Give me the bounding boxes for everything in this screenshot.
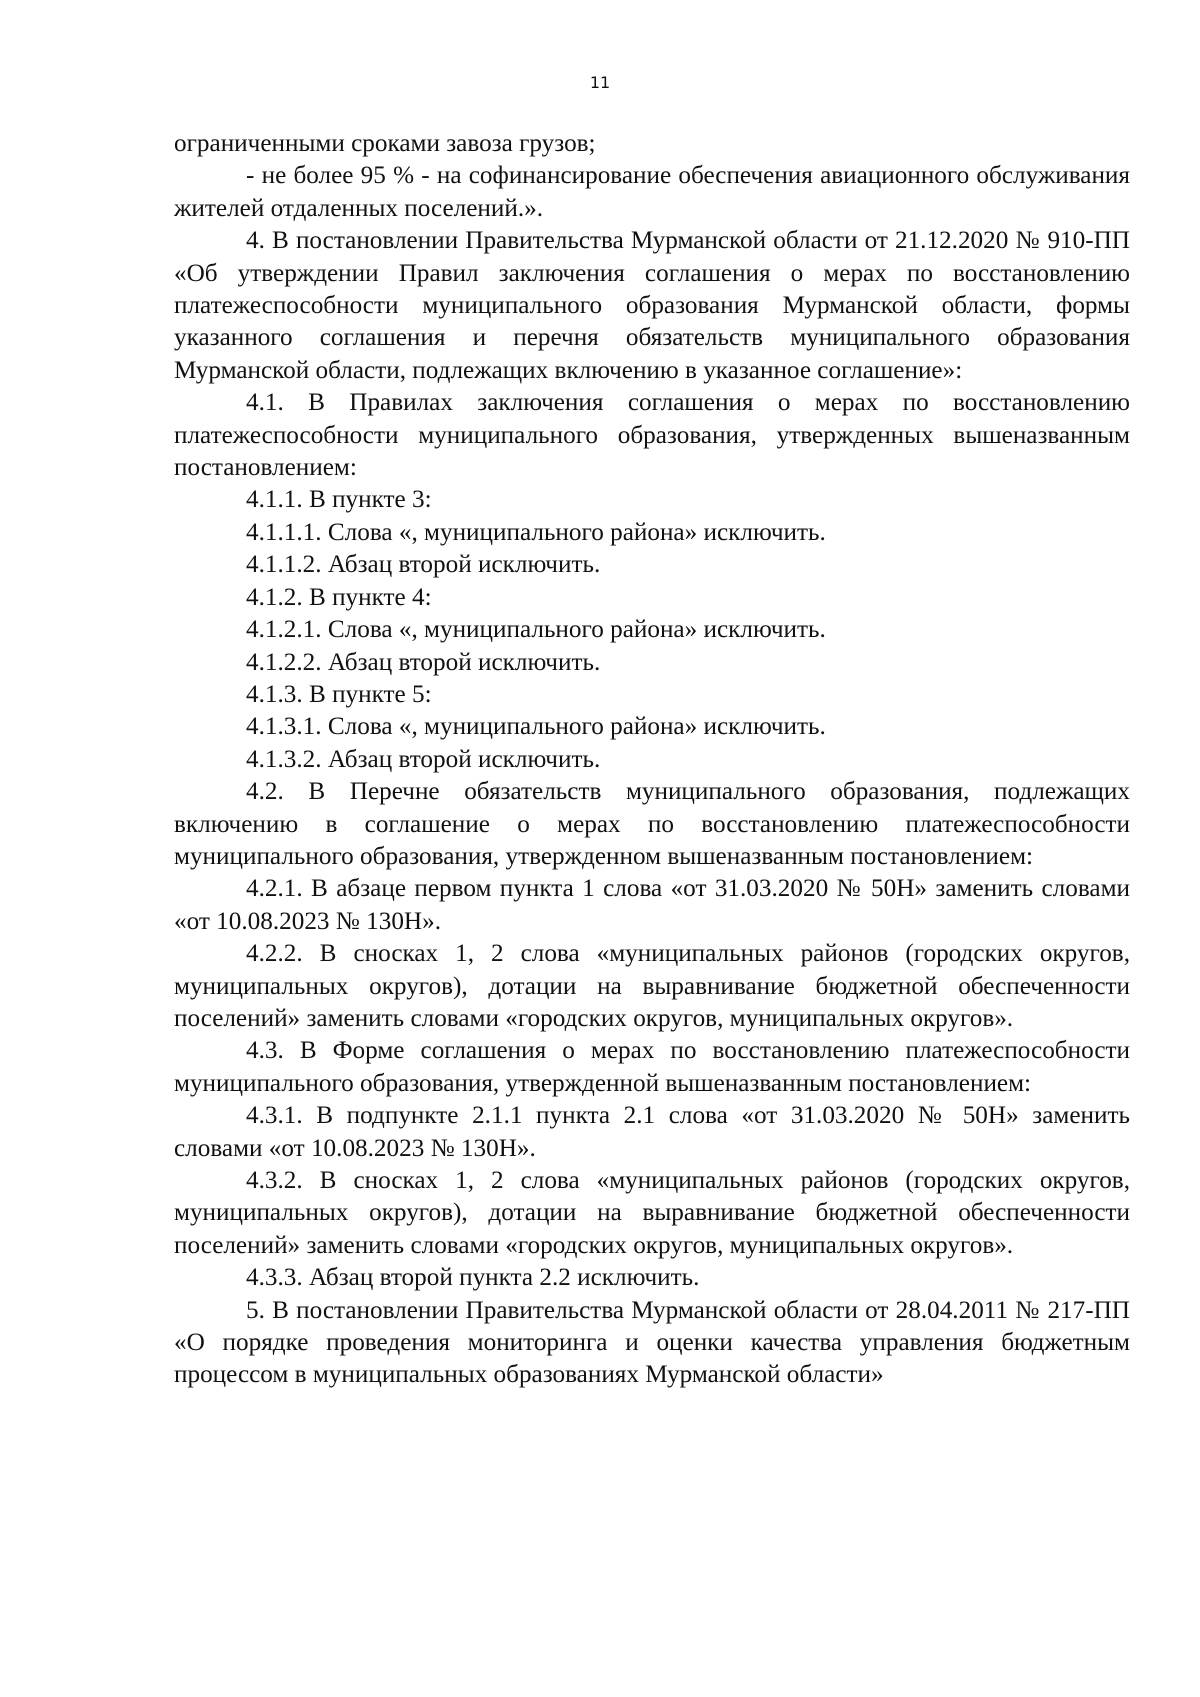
paragraph: ограниченными сроками завоза грузов; [174,130,596,157]
paragraph: 4.2.1. В абзаце первом пункта 1 слова «от 31.03.2020 № 50Н» заменить словами «от 10.08.2023 № 130Н». [174,875,1130,935]
paragraph: 4.1.2.2. Абзац второй исключить. [246,648,601,676]
paragraph: 4.1.3. В пункте 5: [246,680,432,708]
paragraph: 4.1.3.1. Слова «, муниципального района» исключить. [246,713,826,741]
paragraph: 4.3. В Форме соглашения о мерах по восстановлению платежеспособности муниципального образования, утвержденной вышеназванным постановлением: [174,1037,1130,1097]
paragraph: 4.1.2. В пункте 4: [246,583,432,611]
paragraph: 4.1.1.1. Слова «, муниципального района» исключить. [246,518,826,546]
paragraph: 4.2. В Перечне обязательств муниципального образования, подлежащих включению в соглашение о мерах по восстановлению платежеспособности муниципального образования, утвержденном вышеназванным постановлением: [174,778,1130,870]
paragraph: 5. В постановлении Правительства Мурманской области от 28.04.2011 № 217-ПП «О порядке проведения мониторинга и оценки качества управления бюджетным процессом в муниципальных образованиях Мурманской области» [174,1296,1130,1389]
paragraph: 4. В постановлении Правительства Мурманской области от 21.12.2020 № 910-ПП «Об утверждении Правил заключения соглашения о мерах по восстановлению платежеспособности муниципального образования Мурманской области, формы указанного соглашения и перечня обязательств муниципального образования Мурманской области, подлежащих включению в указанное соглашение»: [174,227,1130,384]
paragraph: 4.3.3. Абзац второй пункта 2.2 исключить. [246,1264,700,1292]
paragraph: 4.3.1. В подпункте 2.1.1 пункта 2.1 слова «от 31.03.2020 № 50Н» заменить словами «от 10.08.2023 № 130Н». [174,1102,1130,1162]
paragraph: 4.2.2. В сносках 1, 2 слова «муниципальных районов (городских округов, муниципальных округов), дотации на выравнивание бюджетной обеспеченности поселений» заменить словами «городских округов, муниципальных округов». [174,940,1130,1032]
paragraph: 4.1. В Правилах заключения соглашения о мерах по восстановлению платежеспособности муниципального образования, утвержденных вышеназванным постановлением: [174,389,1130,482]
page-number: 11 [589,73,611,92]
paragraph: 4.1.3.2. Абзац второй исключить. [246,745,601,773]
paragraph: 4.3.2. В сносках 1, 2 слова «муниципальных районов (городских округов, муниципальных округов), дотации на выравнивание бюджетной обеспеченности поселений» заменить словами «городских округов, муниципальных округов». [174,1167,1130,1259]
paragraph: 4.1.2.1. Слова «, муниципального района» исключить. [246,616,826,644]
paragraph: - не более 95 % - на софинансирование обеспечения авиационного обслуживания жителей отдаленных поселений.». [174,162,1130,222]
document-body [174,128,1130,1392]
paragraph: 4.1.1. В пункте 3: [246,486,432,514]
paragraph: 4.1.1.2. Абзац второй исключить. [246,551,601,579]
